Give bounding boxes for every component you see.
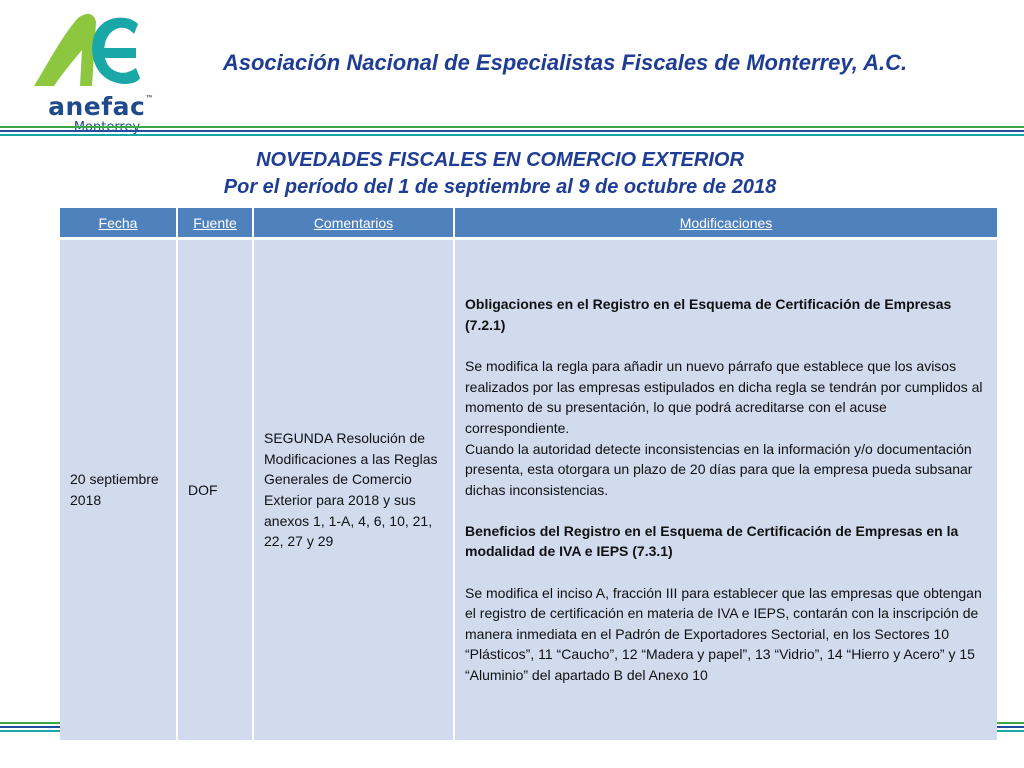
column-header-modificaciones: Modificaciones bbox=[455, 208, 997, 240]
ae-logo-mark-icon bbox=[32, 10, 144, 92]
column-header-fuente: Fuente bbox=[178, 208, 254, 240]
mod-heading-2: Beneficios del Registro en el Esquema de Certificación de Empresas en la modalidad de IVA e IEPS (7.3.1) bbox=[465, 522, 959, 560]
document-title bbox=[0, 147, 1000, 201]
news-table bbox=[60, 208, 997, 740]
mod-paragraph-1: Se modifica la regla para añadir un nuevo párrafo que establece que los avisos realizados por las empresas estipulados en dicha regla se tendrán por cumplidos al momento de su presentación, lo que podrá acreditarse con el acuse correspondiente. bbox=[465, 358, 983, 436]
cell-modificaciones bbox=[455, 240, 997, 740]
cell-fecha: 20 septiembre 2018 bbox=[60, 240, 178, 740]
table-row bbox=[60, 240, 997, 740]
mod-paragraph-2: Cuando la autoridad detecte inconsistencias en la información y/o documentación presenta, esta otorgara un plazo de 20 días para que la empresa pueda subsanar dichas inconsistencias. bbox=[465, 440, 973, 498]
document-title-line2: Por el período del 1 de septiembre al 9 de octubre de 2018 bbox=[223, 176, 777, 198]
org-title: Asociación Nacional de Especialistas Fiscales de Monterrey, A.C. bbox=[222, 50, 908, 75]
mod-paragraph-3: Se modifica el inciso A, fracción III para establecer que las empresas que obtengan el registro de certificación en materia de IVA e IEPS, contarán con la inscripción de manera inmediata en el Padrón de Exportadores Sectorial, en los Sectores 10 “Plásticos”, 11 “Caucho”, 12 “Madera y papel”, 13 “Vidrio”, 14 “Hierro y Acero” y 15 “Aluminio” del apartado B del Anexo 10 bbox=[465, 584, 982, 684]
anefac-logo bbox=[28, 8, 154, 128]
top-stripe-teal bbox=[0, 134, 1024, 136]
top-stripe-blue bbox=[0, 130, 1024, 132]
cell-comentarios: SEGUNDA Resolución de Modificaciones a las Reglas Generales de Comercio Exterior para 2018 y sus anexos 1, 1-A, 4, 6, 10, 21, 22, 27 y 29 bbox=[254, 240, 455, 740]
cell-fuente: DOF bbox=[178, 240, 254, 740]
brand-name: anefac™ bbox=[48, 92, 154, 121]
column-header-fecha: Fecha bbox=[60, 208, 178, 240]
column-header-comentarios: Comentarios bbox=[254, 208, 455, 240]
top-stripe-green bbox=[0, 126, 1024, 128]
table-header-row bbox=[60, 208, 997, 240]
document-title-line1: NOVEDADES FISCALES EN COMERCIO EXTERIOR bbox=[256, 149, 744, 171]
mod-heading-1: Obligaciones en el Registro en el Esquema de Certificación de Empresas (7.2.1) bbox=[465, 296, 952, 333]
